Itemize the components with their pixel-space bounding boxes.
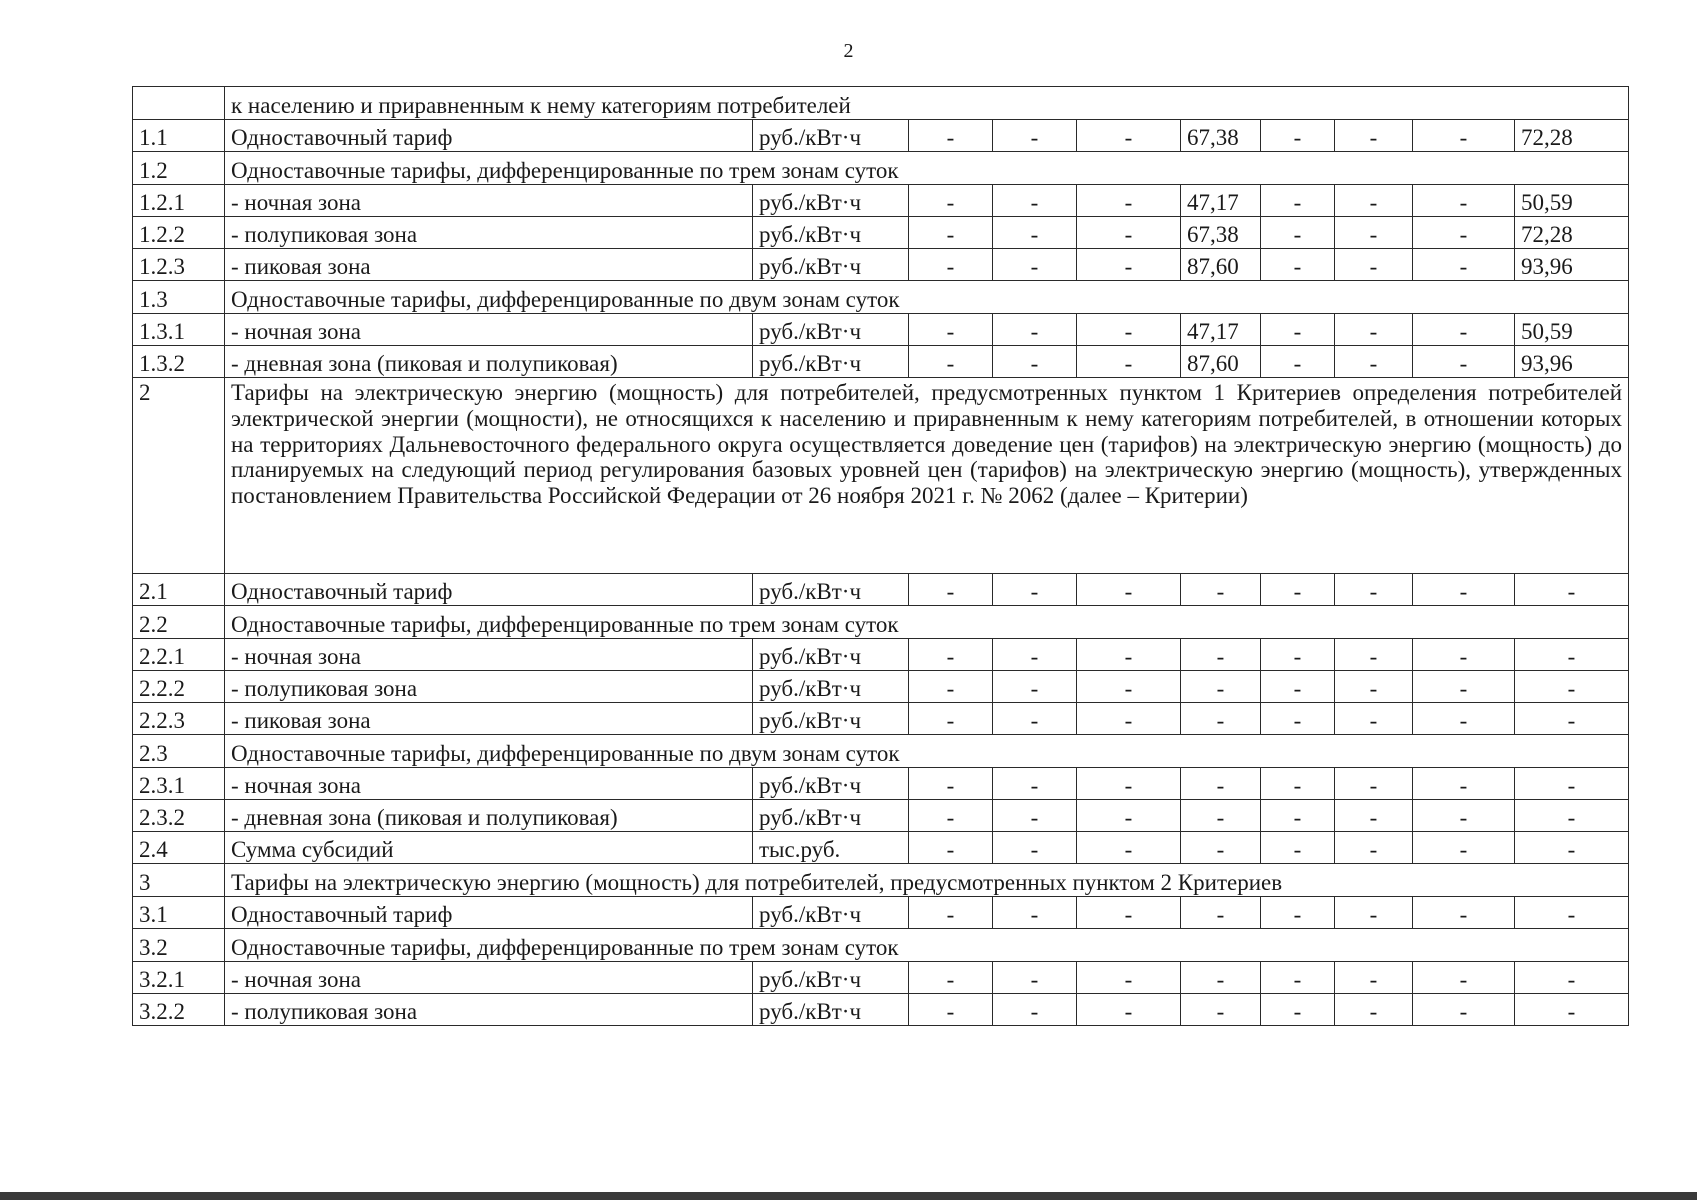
- value-cell: -: [1261, 314, 1335, 346]
- value-cell: -: [1181, 962, 1261, 994]
- scan-edge-line: [0, 1192, 1697, 1200]
- row-number: 2.3.1: [133, 768, 225, 800]
- value-cell: -: [1413, 832, 1515, 864]
- value-cell: -: [1077, 346, 1181, 378]
- value-cell: -: [1515, 832, 1629, 864]
- value-cell: -: [993, 832, 1077, 864]
- value-cell: -: [1261, 832, 1335, 864]
- value-cell: -: [1335, 574, 1413, 606]
- row-heading: Одноставочные тарифы, дифференцированные по трем зонам суток: [225, 606, 1629, 639]
- value-cell: -: [1181, 832, 1261, 864]
- value-cell: 50,59: [1515, 185, 1629, 217]
- value-cell: -: [993, 897, 1077, 929]
- value-cell: -: [909, 346, 993, 378]
- value-cell: -: [1413, 703, 1515, 735]
- value-cell: -: [1413, 962, 1515, 994]
- value-cell: -: [909, 768, 993, 800]
- value-cell: -: [1261, 703, 1335, 735]
- row-number: 2.2.2: [133, 671, 225, 703]
- value-cell: -: [1181, 574, 1261, 606]
- value-cell: -: [1335, 671, 1413, 703]
- heading-row: [133, 87, 1629, 120]
- value-cell: -: [1413, 897, 1515, 929]
- unit-cell: руб./кВт·ч: [753, 574, 909, 606]
- row-name: - дневная зона (пиковая и полупиковая): [225, 346, 753, 378]
- row-heading: Одноставочные тарифы, дифференцированные по двум зонам суток: [225, 735, 1629, 768]
- value-cell: -: [1335, 962, 1413, 994]
- value-cell: 47,17: [1181, 185, 1261, 217]
- value-cell: -: [1413, 314, 1515, 346]
- value-cell: -: [1335, 703, 1413, 735]
- heading-row: [133, 152, 1629, 185]
- value-cell: -: [1261, 671, 1335, 703]
- row-number: 3: [133, 864, 225, 897]
- value-cell: -: [1335, 897, 1413, 929]
- value-cell: -: [993, 314, 1077, 346]
- value-cell: 72,28: [1515, 120, 1629, 152]
- value-cell: -: [1077, 703, 1181, 735]
- unit-cell: руб./кВт·ч: [753, 897, 909, 929]
- value-cell: -: [909, 962, 993, 994]
- value-cell: -: [1413, 249, 1515, 281]
- table-row: [133, 800, 1629, 832]
- unit-cell: руб./кВт·ч: [753, 249, 909, 281]
- row-name: - дневная зона (пиковая и полупиковая): [225, 800, 753, 832]
- value-cell: -: [1515, 962, 1629, 994]
- table-row: [133, 671, 1629, 703]
- row-number: 2: [133, 378, 225, 574]
- row-name: Одноставочный тариф: [225, 574, 753, 606]
- value-cell: -: [993, 703, 1077, 735]
- value-cell: -: [909, 185, 993, 217]
- row-number: 2.4: [133, 832, 225, 864]
- value-cell: -: [1335, 800, 1413, 832]
- value-cell: -: [1413, 994, 1515, 1026]
- value-cell: -: [1261, 217, 1335, 249]
- table-row: [133, 249, 1629, 281]
- value-cell: -: [1077, 962, 1181, 994]
- table-row: [133, 574, 1629, 606]
- value-cell: 67,38: [1181, 217, 1261, 249]
- table-row: [133, 217, 1629, 249]
- row-name: - полупиковая зона: [225, 671, 753, 703]
- value-cell: -: [1077, 217, 1181, 249]
- table-row: [133, 314, 1629, 346]
- table-row: [133, 346, 1629, 378]
- unit-cell: руб./кВт·ч: [753, 639, 909, 671]
- value-cell: -: [1515, 574, 1629, 606]
- value-cell: -: [993, 346, 1077, 378]
- value-cell: -: [1335, 832, 1413, 864]
- heading-row: [133, 281, 1629, 314]
- value-cell: -: [909, 671, 993, 703]
- unit-cell: руб./кВт·ч: [753, 994, 909, 1026]
- value-cell: -: [1335, 994, 1413, 1026]
- row-name: - полупиковая зона: [225, 994, 753, 1026]
- value-cell: -: [1077, 994, 1181, 1026]
- value-cell: -: [1261, 574, 1335, 606]
- row-number: 2.2.3: [133, 703, 225, 735]
- value-cell: -: [909, 832, 993, 864]
- unit-cell: руб./кВт·ч: [753, 800, 909, 832]
- value-cell: -: [1181, 768, 1261, 800]
- row-number: 2.2.1: [133, 639, 225, 671]
- value-cell: -: [1261, 962, 1335, 994]
- value-cell: -: [1181, 897, 1261, 929]
- value-cell: -: [1181, 639, 1261, 671]
- value-cell: -: [1413, 346, 1515, 378]
- row-number: 1.2.1: [133, 185, 225, 217]
- table-row: [133, 832, 1629, 864]
- row-name: - ночная зона: [225, 314, 753, 346]
- value-cell: -: [1077, 120, 1181, 152]
- value-cell: 87,60: [1181, 346, 1261, 378]
- row-number: 2.3.2: [133, 800, 225, 832]
- row-number: [133, 87, 225, 120]
- row-heading: к населению и приравненным к нему категориям потребителей: [225, 87, 1629, 120]
- value-cell: -: [909, 897, 993, 929]
- value-cell: -: [1515, 994, 1629, 1026]
- value-cell: -: [1261, 994, 1335, 1026]
- section-row: [133, 378, 1629, 574]
- section-title: Тарифы на электрическую энергию (мощность) для потребителей, предусмотренных пунктом 1 Критериев определения потребителей электрической энергии (мощности), не относящихся к населению и приравненным к нему категориям потребителей, в отношении которых на территориях Дальневосточного федерального округа осуществляется доведение цен (тарифов) на электрическую энергию (мощность) до планируемых на следующий период регулирования базовых уровней цен (тарифов) на электрическую энергию (мощность), утвержденных постановлением Правительства Российской Федерации от 26 ноября 2021 г. № 2062 (далее – Критерии): [225, 378, 1629, 574]
- value-cell: -: [1413, 120, 1515, 152]
- value-cell: -: [1261, 768, 1335, 800]
- row-number: 1.2: [133, 152, 225, 185]
- value-cell: -: [993, 671, 1077, 703]
- row-name: - ночная зона: [225, 639, 753, 671]
- heading-row: [133, 606, 1629, 639]
- value-cell: -: [1413, 800, 1515, 832]
- table-row: [133, 768, 1629, 800]
- value-cell: -: [1077, 314, 1181, 346]
- value-cell: -: [1335, 217, 1413, 249]
- value-cell: -: [909, 217, 993, 249]
- heading-row: [133, 735, 1629, 768]
- unit-cell: руб./кВт·ч: [753, 217, 909, 249]
- value-cell: -: [1335, 639, 1413, 671]
- value-cell: -: [1077, 832, 1181, 864]
- row-heading: Одноставочные тарифы, дифференцированные по трем зонам суток: [225, 152, 1629, 185]
- value-cell: -: [1413, 639, 1515, 671]
- row-name: - полупиковая зона: [225, 217, 753, 249]
- value-cell: -: [1077, 671, 1181, 703]
- row-number: 2.1: [133, 574, 225, 606]
- row-number: 1.1: [133, 120, 225, 152]
- row-heading: Тарифы на электрическую энергию (мощность) для потребителей, предусмотренных пунктом 2 Критериев: [225, 864, 1629, 897]
- row-number: 1.3.1: [133, 314, 225, 346]
- row-number: 1.2.3: [133, 249, 225, 281]
- unit-cell: руб./кВт·ч: [753, 120, 909, 152]
- row-number: 3.2.2: [133, 994, 225, 1026]
- value-cell: -: [1413, 574, 1515, 606]
- value-cell: -: [1261, 897, 1335, 929]
- row-name: Сумма субсидий: [225, 832, 753, 864]
- row-name: Одноставочный тариф: [225, 120, 753, 152]
- value-cell: -: [1077, 768, 1181, 800]
- value-cell: -: [1077, 574, 1181, 606]
- row-number: 3.2.1: [133, 962, 225, 994]
- value-cell: -: [1077, 639, 1181, 671]
- table-row: [133, 897, 1629, 929]
- unit-cell: руб./кВт·ч: [753, 703, 909, 735]
- value-cell: -: [993, 217, 1077, 249]
- value-cell: -: [1261, 249, 1335, 281]
- value-cell: 93,96: [1515, 346, 1629, 378]
- value-cell: -: [993, 574, 1077, 606]
- value-cell: -: [909, 800, 993, 832]
- value-cell: 72,28: [1515, 217, 1629, 249]
- value-cell: 67,38: [1181, 120, 1261, 152]
- unit-cell: руб./кВт·ч: [753, 768, 909, 800]
- value-cell: 87,60: [1181, 249, 1261, 281]
- row-name: Одноставочный тариф: [225, 897, 753, 929]
- value-cell: -: [909, 314, 993, 346]
- value-cell: -: [1077, 185, 1181, 217]
- table-row: [133, 639, 1629, 671]
- value-cell: -: [1413, 185, 1515, 217]
- unit-cell: тыс.руб.: [753, 832, 909, 864]
- value-cell: 50,59: [1515, 314, 1629, 346]
- row-number: 2.2: [133, 606, 225, 639]
- unit-cell: руб./кВт·ч: [753, 346, 909, 378]
- row-name: - ночная зона: [225, 768, 753, 800]
- value-cell: -: [993, 249, 1077, 281]
- value-cell: -: [1261, 120, 1335, 152]
- value-cell: -: [1335, 120, 1413, 152]
- value-cell: -: [1181, 703, 1261, 735]
- value-cell: -: [909, 639, 993, 671]
- row-heading: Одноставочные тарифы, дифференцированные по трем зонам суток: [225, 929, 1629, 962]
- heading-row: [133, 864, 1629, 897]
- row-name: - ночная зона: [225, 185, 753, 217]
- unit-cell: руб./кВт·ч: [753, 962, 909, 994]
- value-cell: -: [909, 120, 993, 152]
- value-cell: -: [1515, 897, 1629, 929]
- value-cell: -: [1261, 346, 1335, 378]
- value-cell: -: [993, 768, 1077, 800]
- value-cell: -: [1181, 800, 1261, 832]
- value-cell: -: [1181, 994, 1261, 1026]
- value-cell: -: [993, 994, 1077, 1026]
- value-cell: -: [909, 249, 993, 281]
- heading-row: [133, 929, 1629, 962]
- value-cell: -: [909, 703, 993, 735]
- value-cell: -: [993, 185, 1077, 217]
- value-cell: -: [1413, 217, 1515, 249]
- value-cell: -: [1515, 800, 1629, 832]
- value-cell: -: [1077, 800, 1181, 832]
- table-row: [133, 185, 1629, 217]
- unit-cell: руб./кВт·ч: [753, 671, 909, 703]
- value-cell: -: [1515, 768, 1629, 800]
- table-row: [133, 120, 1629, 152]
- value-cell: -: [1261, 800, 1335, 832]
- row-name: - пиковая зона: [225, 703, 753, 735]
- row-number: 1.3: [133, 281, 225, 314]
- value-cell: -: [1335, 249, 1413, 281]
- table-row: [133, 962, 1629, 994]
- value-cell: -: [1261, 185, 1335, 217]
- value-cell: -: [1515, 703, 1629, 735]
- value-cell: -: [1261, 639, 1335, 671]
- row-number: 3.2: [133, 929, 225, 962]
- value-cell: -: [993, 800, 1077, 832]
- value-cell: -: [1077, 249, 1181, 281]
- unit-cell: руб./кВт·ч: [753, 314, 909, 346]
- value-cell: -: [1335, 768, 1413, 800]
- row-number: 3.1: [133, 897, 225, 929]
- row-number: 1.2.2: [133, 217, 225, 249]
- value-cell: -: [909, 994, 993, 1026]
- value-cell: -: [1077, 897, 1181, 929]
- value-cell: -: [1335, 185, 1413, 217]
- row-name: - ночная зона: [225, 962, 753, 994]
- value-cell: -: [909, 574, 993, 606]
- row-heading: Одноставочные тарифы, дифференцированные по двум зонам суток: [225, 281, 1629, 314]
- value-cell: -: [1413, 768, 1515, 800]
- value-cell: -: [1413, 671, 1515, 703]
- value-cell: -: [1515, 671, 1629, 703]
- table-row: [133, 994, 1629, 1026]
- page-number: 2: [843, 40, 854, 62]
- value-cell: -: [1181, 671, 1261, 703]
- value-cell: 93,96: [1515, 249, 1629, 281]
- value-cell: -: [1335, 314, 1413, 346]
- value-cell: -: [1335, 346, 1413, 378]
- value-cell: -: [993, 120, 1077, 152]
- row-name: - пиковая зона: [225, 249, 753, 281]
- value-cell: 47,17: [1181, 314, 1261, 346]
- value-cell: -: [993, 639, 1077, 671]
- row-number: 1.3.2: [133, 346, 225, 378]
- value-cell: -: [1515, 639, 1629, 671]
- value-cell: -: [993, 962, 1077, 994]
- tariff-table: [132, 86, 1629, 1026]
- row-number: 2.3: [133, 735, 225, 768]
- unit-cell: руб./кВт·ч: [753, 185, 909, 217]
- table-body: [133, 87, 1629, 1026]
- table-row: [133, 703, 1629, 735]
